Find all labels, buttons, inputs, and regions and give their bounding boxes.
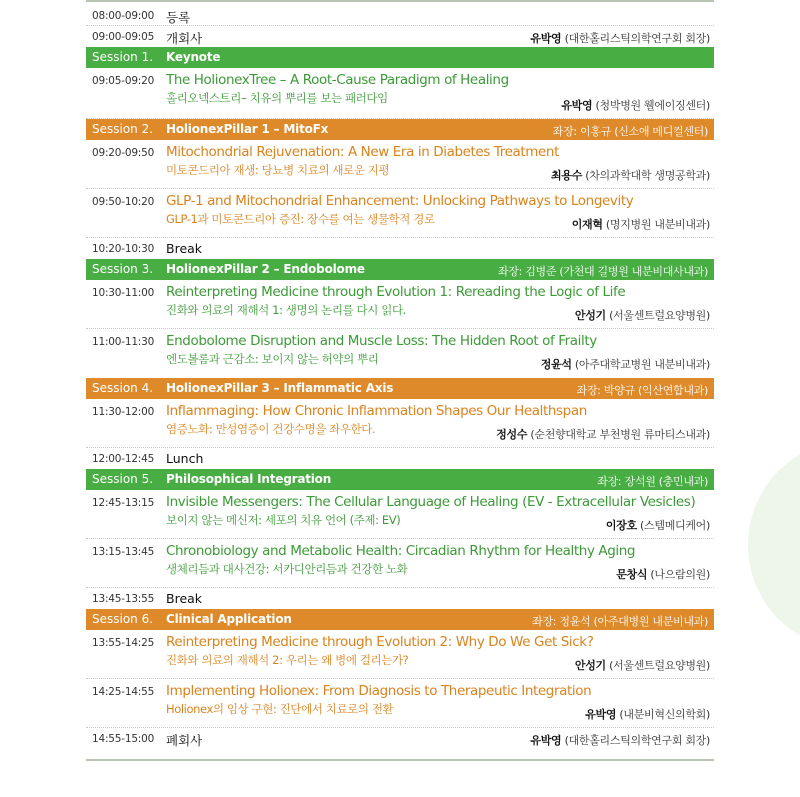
row-speaker: [585, 706, 710, 722]
row-speaker: [541, 356, 710, 372]
agenda-row-talk: [86, 68, 714, 119]
row-time: 09:05-09:20: [92, 75, 155, 87]
row-label: Break: [166, 591, 203, 606]
speaker-affiliation: (대한홀리스틱의학연구회 회장): [564, 32, 710, 45]
row-speaker: [616, 566, 710, 582]
talk-title-en: Reinterpreting Medicine through Evolution 1: Rereading the Logic of Life: [166, 284, 626, 300]
row-time: 12:45-13:15: [92, 497, 155, 509]
session-title: HolionexPillar 3 – Inflammatic Axis: [166, 381, 394, 395]
speaker-name: 안성기: [574, 309, 606, 322]
talk-title-ko: 홀리오넥스트리– 치유의 뿌리를 보는 패러다임: [166, 91, 388, 105]
row-time: 11:00-11:30: [92, 336, 155, 348]
bottom-border-line: [86, 759, 714, 761]
speaker-affiliation: (내분비혁신의학회): [619, 708, 710, 721]
row-label: 등록: [166, 10, 191, 25]
session-chair: 좌장: 장석원 (충민내과): [597, 475, 708, 488]
talk-title-en: GLP-1 and Mitochondrial Enhancement: Unlocking Pathways to Longevity: [166, 193, 634, 209]
speaker-affiliation: (순천향대학교 부천병원 류마티스내과): [530, 428, 710, 441]
row-time: 11:30-12:00: [92, 406, 155, 418]
speaker-name: 문창식: [616, 568, 648, 581]
talk-title-ko: 미토콘드리아 재생: 당뇨병 치료의 새로운 지평: [166, 163, 390, 177]
talk-title-en: Endobolome Disruption and Muscle Loss: The Hidden Root of Frailty: [166, 333, 597, 349]
row-time: 13:45-13:55: [92, 593, 155, 605]
agenda-row-closing: [86, 728, 714, 749]
row-speaker: [496, 426, 710, 442]
row-time: 14:25-14:55: [92, 686, 155, 698]
session-title: HolionexPillar 1 – MitoFx: [166, 122, 329, 136]
session-name: Session 5.: [92, 472, 154, 486]
row-label: 폐회사: [166, 733, 203, 748]
speaker-affiliation: (나으람의원): [650, 568, 710, 581]
session-header-2: [86, 119, 714, 140]
row-label: 개회사: [166, 31, 203, 46]
session-chair: 좌장: 정윤석 (아주대병원 내분비내과): [532, 615, 708, 628]
talk-title-en: Invisible Messengers: The Cellular Language of Healing (EV - Extracellular Vesicles): [166, 494, 696, 510]
row-speaker: [551, 167, 710, 183]
session-name: Session 6.: [92, 612, 154, 626]
row-speaker: [530, 732, 710, 748]
agenda-row-talk: [86, 329, 714, 378]
speaker-name: 유박영: [530, 734, 562, 747]
top-border-line: [86, 0, 714, 2]
session-title: Clinical Application: [166, 612, 292, 626]
speaker-affiliation: (청박병원 웰에이징센터): [595, 99, 710, 112]
talk-title-en: The HolionexTree – A Root-Cause Paradigm of Healing: [166, 72, 509, 88]
speaker-affiliation: (아주대학교병원 내분비내과): [574, 358, 710, 371]
talk-title-ko: 염증노화: 만성염증이 건강수명을 좌우한다.: [166, 422, 376, 436]
talk-title-en: Inflammaging: How Chronic Inflammation Shapes Our Healthspan: [166, 403, 587, 419]
speaker-name: 정성수: [496, 428, 528, 441]
agenda-row-talk: [86, 630, 714, 679]
decorative-circle: [748, 440, 800, 650]
speaker-name: 유박영: [561, 99, 593, 112]
session-chair: 좌장: 이홍규 (신소애 메디컬센터): [552, 125, 708, 138]
speaker-affiliation: (서울센트럴요양병원): [609, 659, 710, 672]
speaker-affiliation: (차의과학대학 생명공학과): [585, 169, 710, 182]
session-title: Philosophical Integration: [166, 472, 332, 486]
session-header-4: [86, 378, 714, 399]
speaker-affiliation: (명지병원 내분비내과): [605, 218, 710, 231]
talk-title-en: Mitochondrial Rejuvenation: A New Era in Diabetes Treatment: [166, 144, 559, 160]
agenda-row-talk: [86, 490, 714, 539]
talk-title-en: Reinterpreting Medicine through Evolution 2: Why Do We Get Sick?: [166, 634, 594, 650]
row-label: Break: [166, 241, 203, 256]
row-label: Lunch: [166, 451, 204, 466]
talk-title-ko: GLP-1과 미토콘드리아 증진: 장수를 여는 생물학적 경로: [166, 212, 435, 226]
row-time: 09:20-09:50: [92, 147, 155, 159]
talk-title-ko: 진화와 의료의 재해석 2: 우리는 왜 병에 걸리는가?: [166, 653, 409, 667]
agenda-row-talk: [86, 399, 714, 448]
agenda-row-lunch: [86, 448, 714, 469]
row-time: 14:55-15:00: [92, 733, 155, 745]
session-chair: 좌장: 김병준 (가천대 길병원 내분비대사내과): [497, 265, 708, 278]
agenda-row-break: [86, 238, 714, 259]
agenda-row-talk: [86, 280, 714, 329]
talk-title-ko: Holionex의 임상 구현: 진단에서 치료로의 전환: [166, 702, 394, 716]
session-name: Session 1.: [92, 50, 154, 64]
session-header-1: [86, 47, 714, 68]
talk-title-en: Implementing Holionex: From Diagnosis to Therapeutic Integration: [166, 683, 592, 699]
row-time: 10:20-10:30: [92, 243, 155, 255]
speaker-name: 정윤석: [540, 358, 572, 371]
talk-title-ko: 생체리듬과 대사건강: 서카디안리듬과 건강한 노화: [166, 562, 408, 576]
session-chair: 좌장: 박양규 (익산연합내과): [576, 384, 708, 397]
speaker-name: 안성기: [574, 659, 606, 672]
session-header-5: [86, 469, 714, 490]
speaker-name: 최용수: [551, 169, 583, 182]
row-speaker: [575, 657, 710, 673]
row-time: 09:50-10:20: [92, 196, 155, 208]
speaker-affiliation: (서울센트럴요양병원): [609, 309, 710, 322]
speaker-affiliation: (스템메디케어): [640, 519, 710, 532]
session-title: Keynote: [166, 50, 221, 64]
row-speaker: [572, 216, 710, 232]
session-header-3: [86, 259, 714, 280]
speaker-name: 이재혁: [571, 218, 603, 231]
row-speaker: [530, 30, 710, 46]
session-name: Session 2.: [92, 122, 154, 136]
speaker-name: 이장호: [605, 519, 637, 532]
row-time: 13:55-14:25: [92, 637, 155, 649]
talk-title-ko: 진화와 의료의 재해석 1: 생명의 논리를 다시 읽다.: [166, 303, 406, 317]
speaker-name: 유박영: [585, 708, 617, 721]
session-header-6: [86, 609, 714, 630]
agenda-row-talk: [86, 140, 714, 189]
row-time: 10:30-11:00: [92, 287, 155, 299]
speaker-name: 유박영: [530, 32, 562, 45]
session-name: Session 3.: [92, 262, 154, 276]
agenda-row-registration: [86, 5, 714, 26]
talk-title-ko: 보이지 않는 메신저: 세포의 치유 언어 (주제: EV): [166, 513, 401, 527]
agenda-row-talk: [86, 189, 714, 238]
row-time: 12:00-12:45: [92, 453, 155, 465]
row-time: 08:00-09:00: [92, 10, 155, 22]
row-speaker: [561, 97, 710, 113]
speaker-affiliation: (대한홀리스틱의학연구회 회장): [564, 734, 710, 747]
agenda-row-talk: [86, 539, 714, 588]
row-time: 09:00-09:05: [92, 31, 155, 43]
row-speaker: [575, 307, 710, 323]
talk-title-ko: 엔도볼롬과 근감소: 보이지 않는 허약의 뿌리: [166, 352, 379, 366]
session-name: Session 4.: [92, 381, 154, 395]
talk-title-en: Chronobiology and Metabolic Health: Circadian Rhythm for Healthy Aging: [166, 543, 636, 559]
agenda-row-opening: [86, 26, 714, 47]
row-speaker: [606, 517, 710, 533]
agenda-row-talk: [86, 679, 714, 728]
session-title: HolionexPillar 2 – Endobolome: [166, 262, 365, 276]
row-time: 13:15-13:45: [92, 546, 155, 558]
agenda-table: [86, 5, 714, 749]
agenda-row-break: [86, 588, 714, 609]
